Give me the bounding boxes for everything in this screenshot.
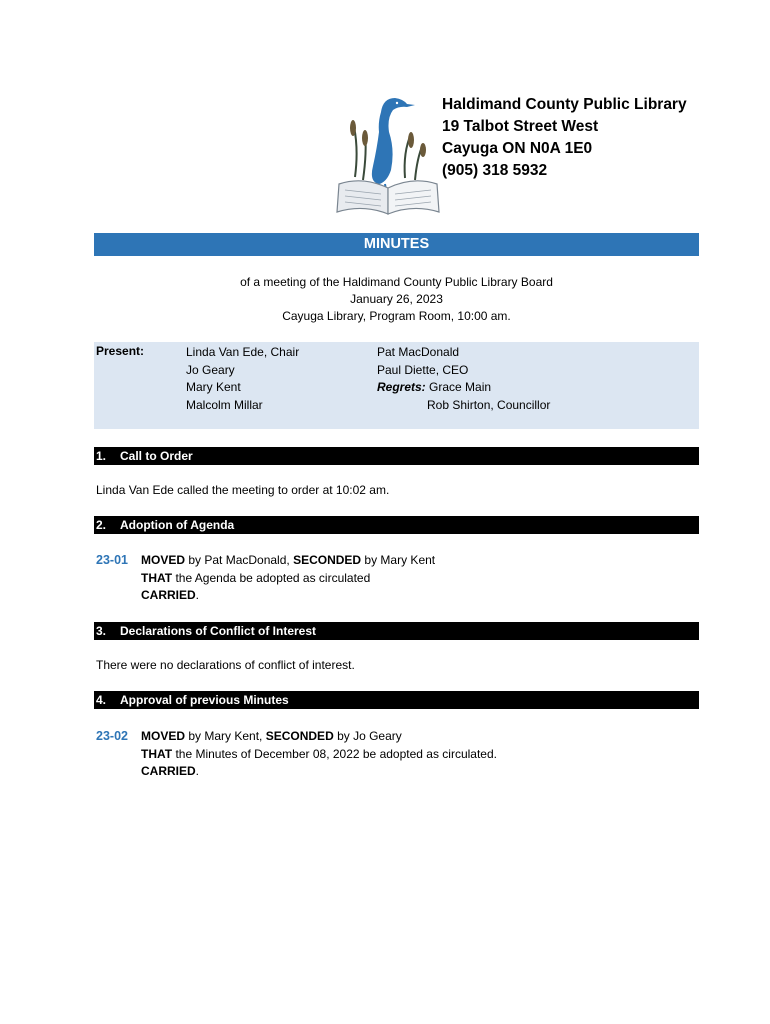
library-name: Haldimand County Public Library: [442, 96, 687, 113]
library-city: Cayuga ON N0A 1E0: [442, 140, 593, 157]
attendee: Malcolm Millar: [186, 397, 263, 412]
seconded-by: by Mary Kent: [361, 553, 436, 567]
present-label: Present:: [96, 344, 145, 358]
motion-text: [141, 552, 435, 605]
intro-line: of a meeting of the Haldimand County Public Library Board: [240, 275, 553, 289]
moved-label: MOVED: [141, 553, 186, 567]
regret-name: Grace Main: [429, 380, 492, 394]
section-heading: [94, 691, 699, 709]
present-column-2: [377, 344, 550, 414]
seconded-by: by Jo Geary: [333, 729, 402, 743]
section-heading: [94, 516, 699, 534]
section-number: 1.: [96, 449, 107, 463]
regrets-label: Regrets:: [377, 380, 426, 394]
attendee: Pat MacDonald: [377, 345, 460, 359]
section-number: 4.: [96, 693, 107, 707]
motion-resolution: the Agenda be adopted as circulated: [172, 570, 371, 585]
carried-suffix: .: [195, 764, 200, 778]
motion-number: 23-01: [96, 553, 128, 567]
section-title: Adoption of Agenda: [120, 518, 235, 532]
attendee: Paul Diette, CEO: [377, 362, 469, 377]
section-heading: [94, 622, 699, 640]
motion-number: 23-02: [96, 729, 128, 743]
section-title: Declarations of Conflict of Interest: [120, 624, 317, 638]
call-to-order-text: Linda Van Ede called the meeting to order at 10:02 am.: [96, 483, 390, 497]
carried-label: CARRIED: [141, 764, 196, 778]
that-label: THAT: [141, 746, 173, 761]
carried-suffix: .: [195, 588, 200, 602]
that-label: THAT: [141, 570, 173, 585]
moved-by: by Mary Kent,: [185, 729, 266, 743]
section-number: 2.: [96, 518, 107, 532]
section-title: Call to Order: [120, 449, 193, 463]
regrets-line: [377, 379, 550, 397]
regret-name: Rob Shirton, Councillor: [427, 397, 551, 412]
section-heading: [94, 447, 699, 465]
meeting-location: Cayuga Library, Program Room, 10:00 am.: [282, 309, 511, 323]
conflict-text: There were no declarations of conflict of interest.: [96, 658, 355, 672]
seconded-label: SECONDED: [265, 729, 334, 743]
seconded-label: SECONDED: [293, 553, 362, 567]
library-address: 19 Talbot Street West: [442, 118, 599, 135]
attendee: Jo Geary: [186, 362, 235, 377]
minutes-title-bar: MINUTES: [94, 233, 699, 256]
library-phone: (905) 318 5932: [442, 162, 548, 179]
moved-by: by Pat MacDonald,: [185, 553, 294, 567]
present-column-1: [186, 344, 299, 414]
section-title: Approval of previous Minutes: [120, 693, 289, 707]
motion-resolution: the Minutes of December 08, 2022 be adopted as circulated.: [172, 746, 497, 761]
section-number: 3.: [96, 624, 107, 638]
meeting-date: January 26, 2023: [350, 292, 443, 306]
attendee: Linda Van Ede, Chair: [186, 345, 300, 359]
moved-label: MOVED: [141, 729, 186, 743]
library-logo: [333, 92, 443, 218]
library-header: [442, 94, 687, 182]
attendee: Mary Kent: [186, 380, 241, 394]
carried-label: CARRIED: [141, 588, 196, 602]
meeting-intro: [94, 274, 699, 325]
motion-text: [141, 728, 497, 781]
